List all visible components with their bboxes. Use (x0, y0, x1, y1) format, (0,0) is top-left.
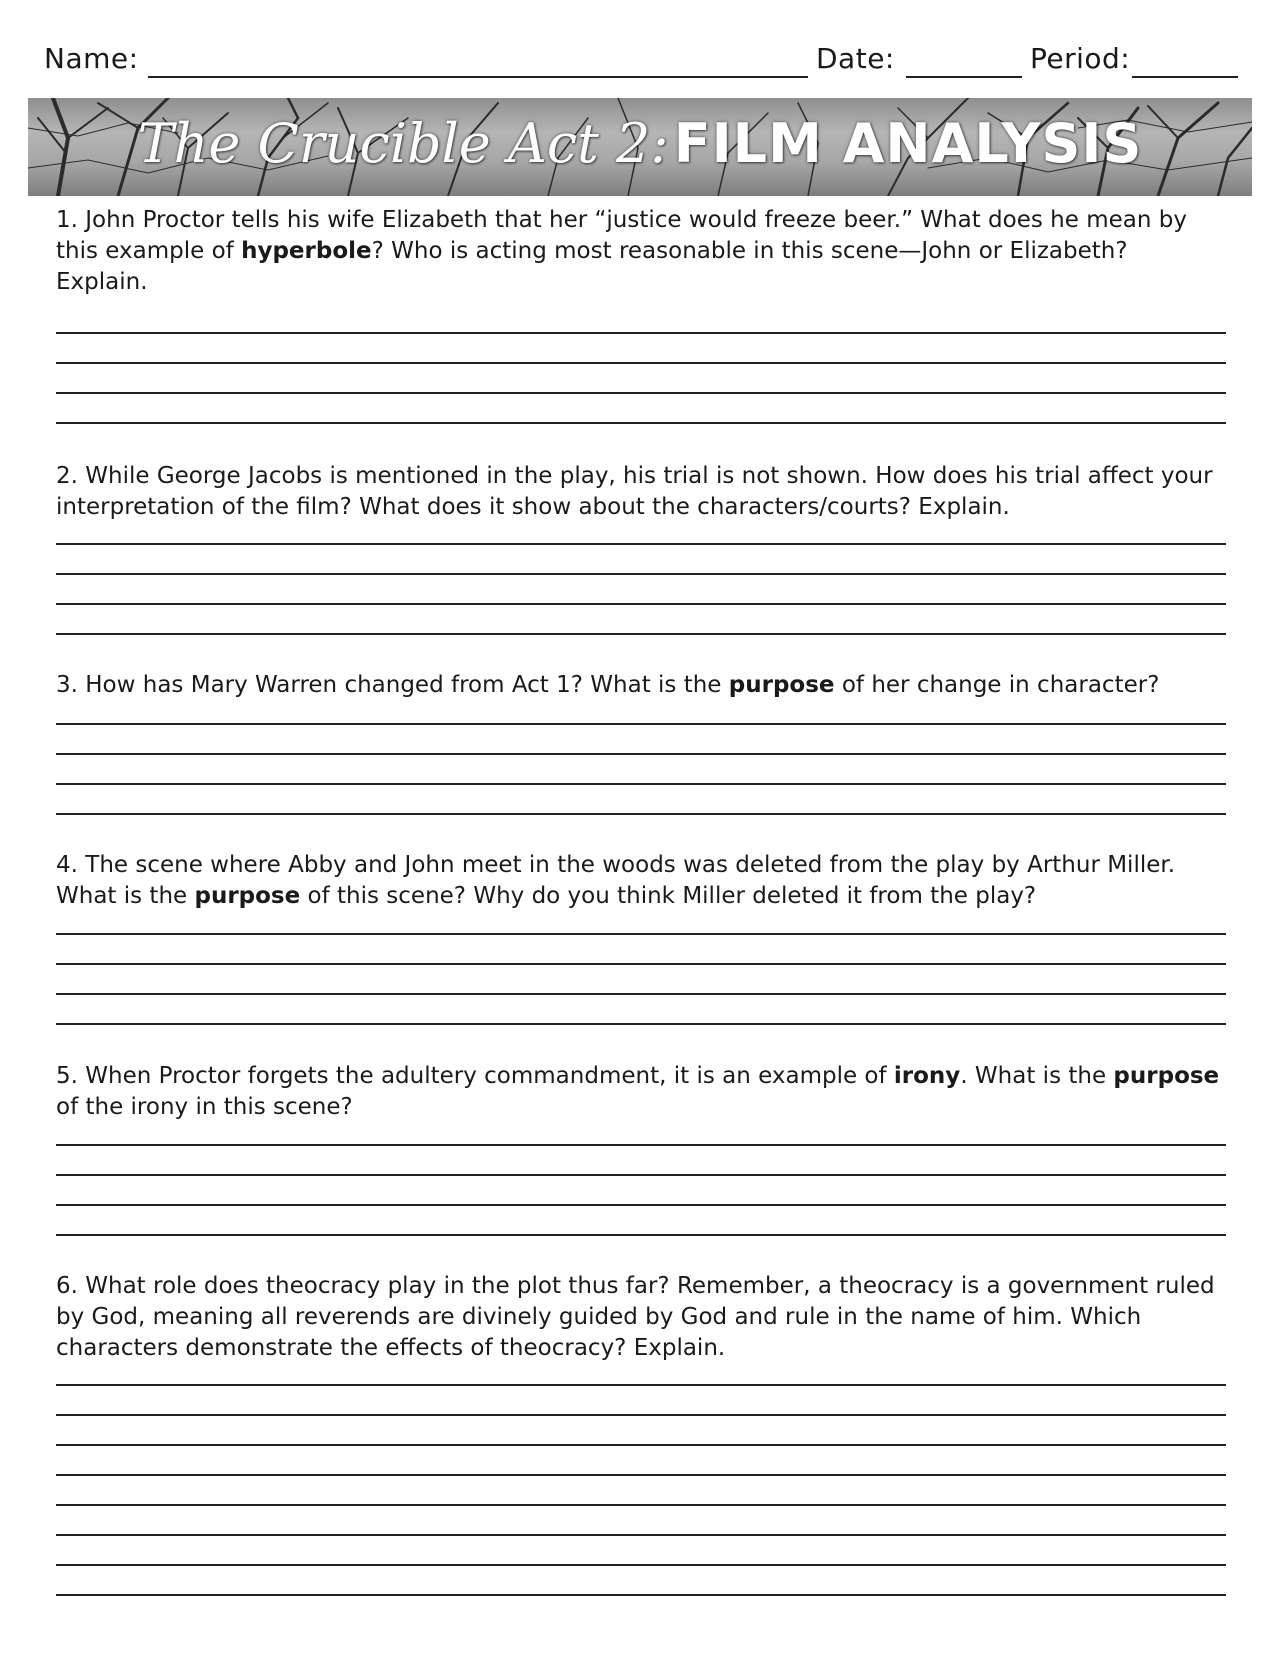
date-field-line[interactable] (906, 76, 1022, 78)
question-number: 6. (56, 1273, 78, 1299)
answer-line[interactable] (56, 1474, 1226, 1476)
answer-line[interactable] (56, 813, 1226, 815)
answer-line[interactable] (56, 783, 1226, 785)
answer-line[interactable] (56, 963, 1226, 965)
answer-line[interactable] (56, 1234, 1226, 1236)
question-number: 2. (56, 463, 78, 489)
answer-line[interactable] (56, 723, 1226, 725)
question-number: 4. (56, 852, 78, 878)
answer-line[interactable] (56, 993, 1226, 995)
question-3: 3. How has Mary Warren changed from Act 1? What is the purpose of her change in character? (56, 672, 1160, 698)
answer-line[interactable] (56, 1414, 1226, 1416)
answer-line[interactable] (56, 543, 1226, 545)
answer-line[interactable] (56, 1023, 1226, 1025)
answer-line[interactable] (56, 933, 1226, 935)
keyword-purpose: purpose (728, 672, 835, 698)
period-label: Period: (1030, 42, 1131, 75)
name-label: Name: (44, 42, 139, 75)
answer-line[interactable] (56, 1144, 1226, 1146)
answer-line[interactable] (56, 1384, 1226, 1386)
answer-line[interactable] (56, 422, 1226, 424)
answer-line[interactable] (56, 633, 1226, 635)
name-field-line[interactable] (148, 76, 808, 78)
answer-line[interactable] (56, 392, 1226, 394)
question-1: 1. John Proctor tells his wife Elizabeth that her “justice would freeze beer.” What does he mean by this example of hyperbole? Who is acting most reasonable in this scene—John or Elizabeth? Explain. (56, 207, 1187, 295)
answer-line[interactable] (56, 1594, 1226, 1596)
answer-line[interactable] (56, 1564, 1226, 1566)
answer-line[interactable] (56, 603, 1226, 605)
question-number: 1. (56, 207, 78, 233)
answer-line[interactable] (56, 1504, 1226, 1506)
question-number: 3. (56, 672, 78, 698)
answer-line[interactable] (56, 1534, 1226, 1536)
title-banner (28, 98, 1252, 196)
answer-line[interactable] (56, 362, 1226, 364)
keyword-purpose: purpose (194, 883, 301, 909)
student-info-header (44, 42, 1240, 78)
question-number: 5. (56, 1063, 78, 1089)
answer-line[interactable] (56, 332, 1226, 334)
question-4: 4. The scene where Abby and John meet in the woods was deleted from the play by Arthur Miller. What is the purpose of this scene? Why do you think Miller deleted it from the play? (56, 852, 1176, 909)
answer-line[interactable] (56, 1444, 1226, 1446)
date-label: Date: (816, 42, 895, 75)
keyword-irony: irony (893, 1063, 961, 1089)
title-script-text: The Crucible Act 2: (137, 112, 669, 175)
answer-line[interactable] (56, 573, 1226, 575)
answer-line[interactable] (56, 753, 1226, 755)
keyword-purpose: purpose (1113, 1063, 1220, 1089)
question-6: 6. What role does theocracy play in the plot thus far? Remember, a theocracy is a government ruled by God, meaning all reverends are divinely guided by God and rule in the name of him. Which characters demonstrate the effects of theocracy? Explain. (56, 1273, 1215, 1361)
keyword-hyperbole: hyperbole (241, 238, 372, 264)
question-2: 2. While George Jacobs is mentioned in the play, his trial is not shown. How does his trial affect your interpretation of the film? What does it show about the characters/courts? Explain. (56, 463, 1213, 520)
title-bold-text: FILM ANALYSIS (673, 112, 1143, 175)
worksheet-title (28, 112, 1252, 175)
question-5: 5. When Proctor forgets the adultery commandment, it is an example of irony. What is the purpose of the irony in this scene? (56, 1063, 1220, 1120)
answer-line[interactable] (56, 1174, 1226, 1176)
period-field-line[interactable] (1132, 76, 1238, 78)
answer-line[interactable] (56, 1204, 1226, 1206)
